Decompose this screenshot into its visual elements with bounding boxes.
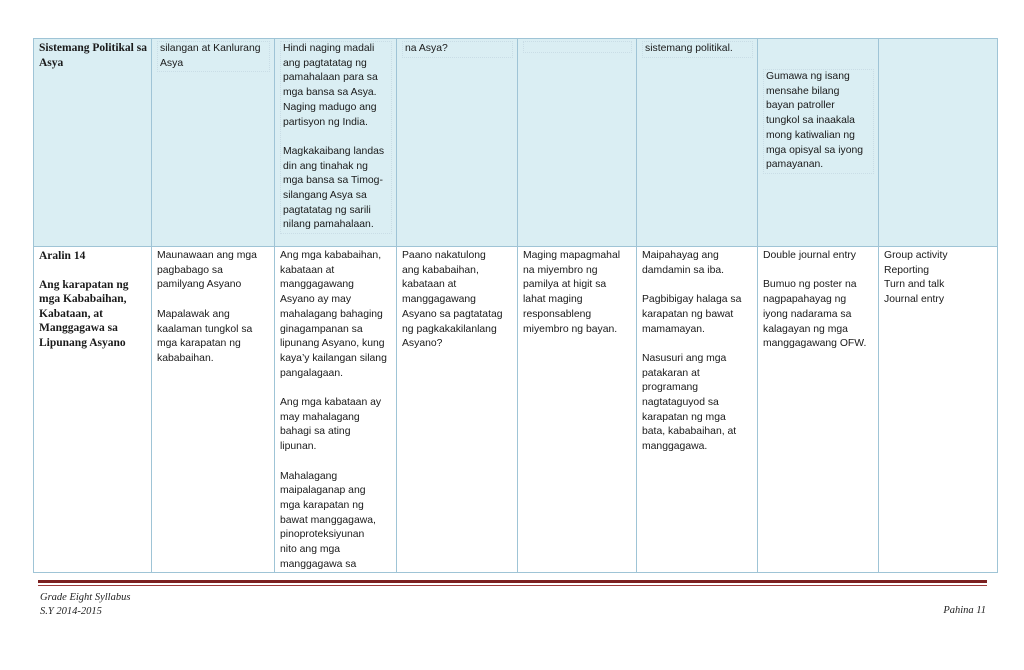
cell-text: Hindi naging madali ang pagtatatag ng pamahalaan para sa mga bansa sa Asya. Naging madugo ang partisyon ng India. xyxy=(283,43,378,128)
footer-rule xyxy=(38,580,987,583)
cell-text: Pagbibigay halaga sa karapatan ng bawat mamamayan. xyxy=(642,294,742,335)
cell-text: Maunawaan ang mga pagbabago sa pamilyang Asyano xyxy=(157,250,257,291)
question-cell xyxy=(397,39,518,247)
cell-text: Mahalagang maipalaganap ang mga karapatan ng bawat manggagawa, pinoproteksiyunan nito ang mga manggagawa sa xyxy=(280,470,376,570)
lesson-cell xyxy=(34,39,152,247)
objective-cell xyxy=(152,39,275,247)
footer-rule-thin xyxy=(38,585,987,586)
table-row xyxy=(34,39,998,247)
footer-school-year: S.Y 2014-2015 xyxy=(40,606,102,617)
cell-text: Group activity Reporting Turn and talk Journal entry xyxy=(884,250,948,306)
cell-text: Double journal entry xyxy=(763,250,856,261)
competency-cell xyxy=(637,247,758,573)
cell-text: Mapalawak ang kaalaman tungkol sa mga karapatan ng kababaihan. xyxy=(157,308,253,364)
footer-title: Grade Eight Syllabus xyxy=(40,592,131,603)
cell-text xyxy=(523,41,632,53)
lesson-cell xyxy=(34,247,152,573)
cell-text: Nasusuri ang mga patakaran at programang nagtataguyod sa karapatan ng mga bata, kababaihan, at manggagawa. xyxy=(642,352,737,453)
cell-text: na Asya? xyxy=(402,41,513,58)
lesson-title: Sistemang Politikal sa Asya xyxy=(39,42,147,69)
activity-cell xyxy=(879,39,998,247)
activity-cell xyxy=(879,247,998,573)
performance-cell xyxy=(758,247,879,573)
lesson-heading: Aralin 14 xyxy=(39,250,86,262)
cell-text: Maipahayag ang damdamin sa iba. xyxy=(642,250,725,276)
cell-text: Bumuo ng poster na nagpapahayag ng iyong nadarama sa kalagayan ng mga manggagawang OFW. xyxy=(763,279,867,350)
understanding-cell xyxy=(275,39,397,247)
values-cell xyxy=(518,247,637,573)
page-number: Pahina 11 xyxy=(943,605,986,616)
table-row xyxy=(34,247,998,573)
cell-text: Maging mapagmahal na miyembro ng pamilya at higit sa lahat maging responsableng miyembro ng bayan. xyxy=(523,250,621,335)
cell-text: Ang mga kababaihan, kabataan at manggagawang Asyano ay may mahalagang bahaging ginagampanan sa lipunang Asyano, kung kaya’y kailangan silang pangalagaan. xyxy=(280,250,387,379)
cell-text: Paano nakatulong ang kababaihan, kabataan at manggagawang Asyano sa pagtatatag ng pagkakakilanlang Asyano? xyxy=(402,250,503,350)
cell-text: sistemang politikal. xyxy=(642,41,753,58)
understanding-cell xyxy=(275,247,397,573)
cell-text: silangan at Kanlurang Asya xyxy=(157,41,270,72)
lesson-title: Ang karapatan ng mga Kababaihan, Kabataan, at Manggagawa sa Lipunang Asyano xyxy=(39,278,129,349)
footer-info xyxy=(40,591,130,619)
cell-text: Ang mga kabataan ay may mahalagang bahagi sa ating lipunan. xyxy=(280,397,382,453)
cell-text: Gumawa ng isang mensahe bilang bayan patroller tungkol sa inaakala mong katiwalian ng mga opisyal sa iyong pamayanan. xyxy=(763,69,874,174)
performance-cell xyxy=(758,39,879,247)
question-cell xyxy=(397,247,518,573)
values-cell xyxy=(518,39,637,247)
competency-cell xyxy=(637,39,758,247)
objective-cell xyxy=(152,247,275,573)
syllabus-table xyxy=(33,38,998,573)
cell-text: Magkakaibang landas din ang tinahak ng mga bansa sa Timog- silangang Asya sa pagtatatag ng sarili nilang pamahalaan. xyxy=(283,145,385,231)
